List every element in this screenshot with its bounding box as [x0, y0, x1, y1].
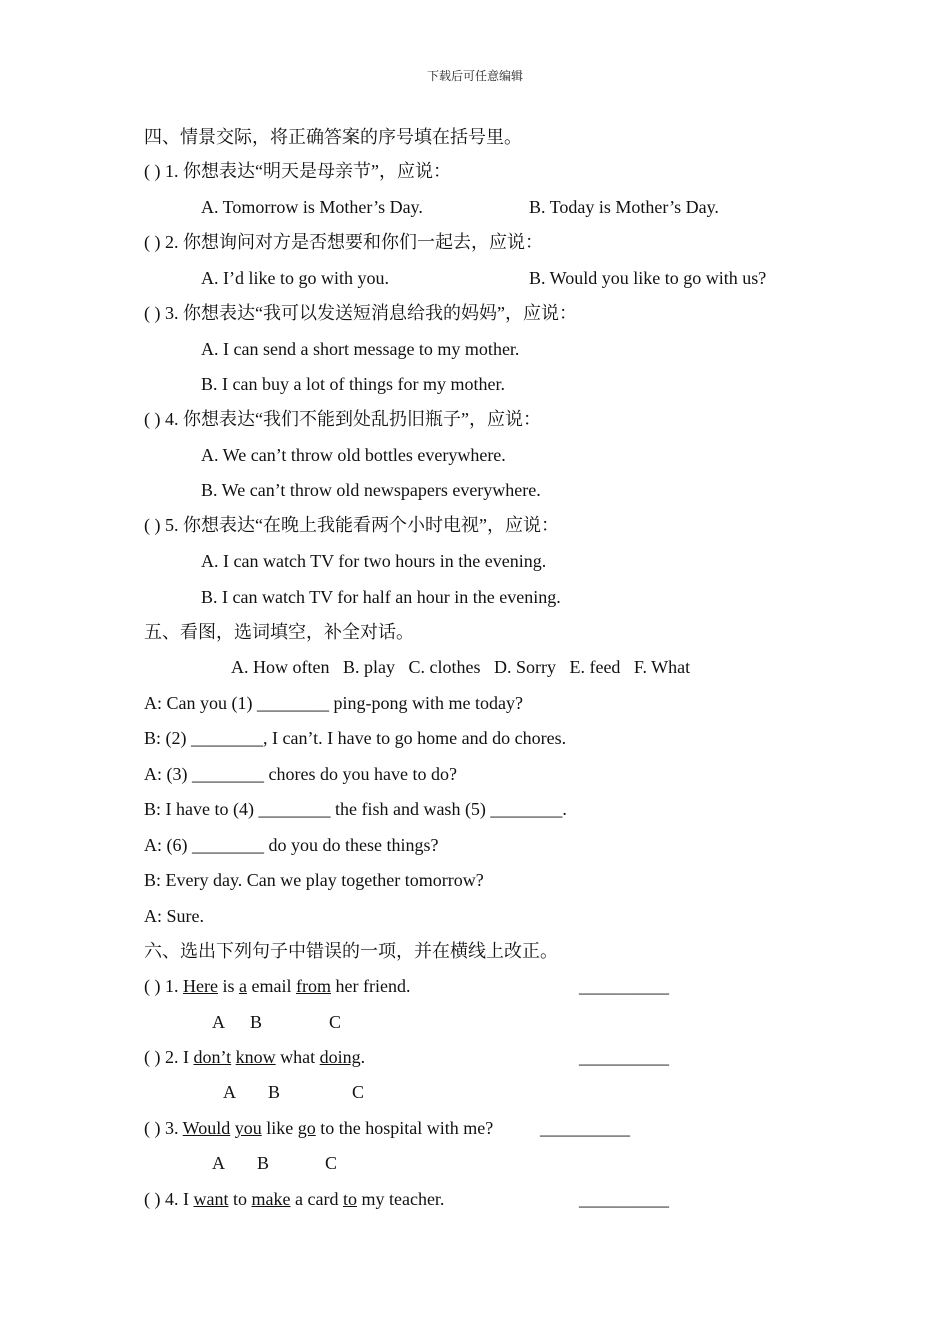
s6-q3-part-c: go — [297, 1118, 316, 1138]
s6-q3-part-b: you — [234, 1118, 262, 1138]
s4-q2-option-a: A. I’d like to go with you. — [201, 268, 389, 288]
s4-q3-option-b: B. I can buy a lot of things for my mother. — [201, 374, 505, 394]
s6-q2-part-b: know — [235, 1047, 276, 1067]
s6-q3-label-b: B — [257, 1153, 270, 1173]
s6-q2-label-b: B — [268, 1082, 281, 1102]
s4-q2-stem: ( ) 2. 你想询问对方是否想要和你们一起去，应说： — [144, 232, 543, 252]
dialogue-line-5: A: (6) ________ do you do these things? — [144, 835, 439, 855]
s4-q1-option-a: A. Tomorrow is Mother’s Day. — [201, 197, 423, 217]
s4-q3-stem: ( ) 3. 你想表达“我可以发送短消息给我的妈妈”，应说： — [144, 303, 577, 323]
s4-q3-option-a: A. I can send a short message to my mother. — [201, 339, 520, 359]
s4-q1-stem: ( ) 1. 你想表达“明天是母亲节”，应说： — [144, 161, 451, 181]
s4-q5-option-a: A. I can watch TV for two hours in the evening. — [201, 551, 547, 571]
s6-q2-label-c: C — [352, 1082, 365, 1102]
s6-q1-sentence: ( ) 1. Here is a email from her friend. — [144, 976, 411, 996]
s5-word-options: A. How often B. play C. clothes D. Sorry E. feed F. What — [231, 657, 691, 677]
s6-q1-part-c: from — [295, 976, 331, 996]
s6-q4-sentence: ( ) 4. I want to make a card to my teacher. — [144, 1189, 445, 1209]
s6-q1-part-a: Here — [183, 976, 218, 996]
s4-q4-option-a: A. We can’t throw old bottles everywhere. — [201, 445, 506, 465]
s6-q4-answer-blank: __________ — [579, 1189, 669, 1209]
dialogue-line-6: B: Every day. Can we play together tomorrow? — [144, 870, 484, 890]
s4-q5-option-b: B. I can watch TV for half an hour in the evening. — [201, 587, 561, 607]
section-5-title: 五、看图，选词填空，补全对话。 — [144, 622, 414, 642]
s6-q1-label-c: C — [329, 1012, 342, 1032]
s6-q2-answer-blank: __________ — [579, 1047, 669, 1067]
s6-q4-part-b: make — [251, 1189, 291, 1209]
s6-q4-part-c: to — [342, 1189, 357, 1209]
s6-q3-label-c: C — [325, 1153, 338, 1173]
s6-q4-part-a: want — [193, 1189, 229, 1209]
s6-q3-part-a: Would — [182, 1118, 231, 1138]
s6-q1-label-a: A — [212, 1012, 225, 1032]
dialogue-line-1: A: Can you (1) ________ ping-pong with me today? — [144, 693, 523, 713]
section-6-title: 六、选出下列句子中错误的一项，并在横线上改正。 — [144, 941, 558, 961]
s4-q1-option-b: B. Today is Mother’s Day. — [529, 197, 719, 217]
s4-q4-stem: ( ) 4. 你想表达“我们不能到处乱扔旧瓶子”，应说： — [144, 409, 541, 429]
dialogue-line-4: B: I have to (4) ________ the fish and wash (5) ________. — [144, 799, 567, 819]
s6-q2-part-c: doing — [319, 1047, 361, 1067]
dialogue-line-3: A: (3) ________ chores do you have to do? — [144, 764, 457, 784]
section-4-title: 四、情景交际，将正确答案的序号填在括号里。 — [144, 127, 522, 147]
s6-q2-sentence: ( ) 2. I don’t know what doing. — [144, 1047, 366, 1067]
s4-q5-stem: ( ) 5. 你想表达“在晚上我能看两个小时电视”，应说： — [144, 515, 559, 535]
s4-q4-option-b: B. We can’t throw old newspapers everywhere. — [201, 480, 541, 500]
s6-q2-label-a: A — [223, 1082, 236, 1102]
dialogue-line-7: A: Sure. — [144, 906, 204, 926]
s6-q3-sentence: ( ) 3. Would you like go to the hospital with me? — [144, 1118, 494, 1138]
s6-q3-answer-blank: __________ — [540, 1118, 630, 1138]
s6-q2-part-a: don’t — [193, 1047, 232, 1067]
s6-q1-answer-blank: __________ — [579, 976, 669, 996]
s6-q1-label-b: B — [250, 1012, 263, 1032]
dialogue-line-2: B: (2) ________, I can’t. I have to go home and do chores. — [144, 728, 567, 748]
page-header: 下载后可任意编辑 — [426, 69, 523, 83]
s6-q3-label-a: A — [212, 1153, 225, 1173]
s6-q1-part-b: a — [239, 976, 247, 996]
s4-q2-option-b: B. Would you like to go with us? — [529, 268, 767, 288]
